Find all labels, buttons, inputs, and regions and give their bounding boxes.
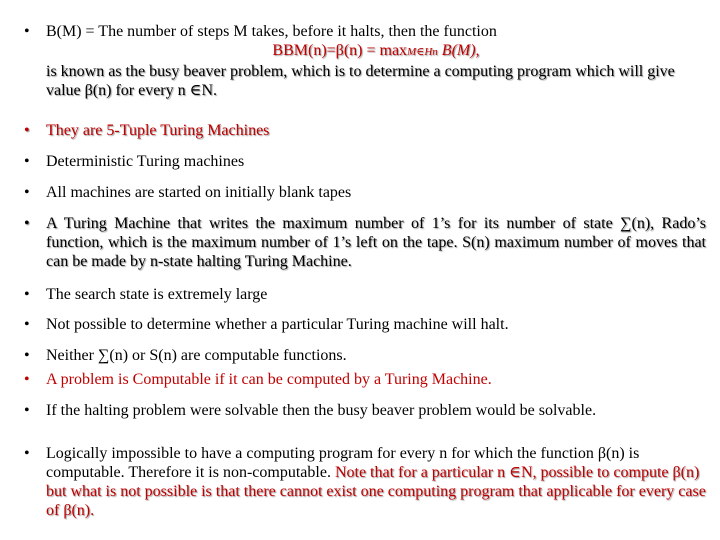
bullet-text: If the halting problem were solvable then the busy beaver problem would be solvable. (46, 402, 597, 419)
bullet-text: The search state is extremely large (46, 286, 268, 303)
bullet-icon: • (24, 286, 30, 303)
bullet-icon: • (24, 122, 30, 139)
bullet-icon: • (24, 371, 30, 388)
bullet-text: Deterministic Turing machines (46, 153, 245, 170)
bullet-text: All machines are started on initially blank tapes (46, 184, 352, 201)
formula-main: BBM(n)=β(n) = max (272, 42, 408, 59)
bullet-icon: • (24, 347, 30, 364)
bullet-icon: • (24, 153, 30, 170)
definition-line: B(M) = The number of steps M takes, before it halts, then the function (46, 23, 497, 40)
busy-beaver-description: is known as the busy beaver problem, which is to determine a computing program which will give value β(n) for every n ∈N. (46, 63, 675, 99)
bullet-text: They are 5-Tuple Turing Machines (46, 122, 270, 139)
bullet-icon: • (24, 445, 30, 462)
bullet-text: A Turing Machine that writes the maximum number of 1’s for its number of state ∑(n), Rado’s function, which is the maximum number of 1’s left on the tape. S(n) maximum number of moves that can be made by n-state halting Turing Machine. (46, 215, 706, 270)
formula-subscript: M∈Hn (407, 46, 438, 58)
bullet-text: Not possible to determine whether a particular Turing machine will halt. (46, 316, 509, 333)
bullet-icon: • (24, 215, 30, 232)
bullet-text: Neither ∑(n) or S(n) are computable functions. (46, 347, 347, 364)
formula-tail: B(M), (437, 42, 480, 59)
bullet-text (46, 22, 706, 100)
bullet-icon: • (24, 184, 30, 201)
bullet-icon: • (24, 402, 30, 419)
bullet-text: A problem is Computable if it can be computed by a Turing Machine. (46, 371, 492, 388)
bbm-formula (46, 41, 706, 62)
non-computable-text: Logically impossible to have a computing program for every n for which the function β(n) is computable. Therefore it is non-computable. (46, 445, 640, 481)
bullet-icon: • (24, 23, 30, 40)
note-text: Note that for a particular n ∈N, possible to compute β(n) but what is not possible is that there cannot exist one computing program that applicable for every case of β(n). (46, 464, 706, 519)
bullet-text (46, 444, 706, 520)
bullet-icon: • (24, 316, 30, 333)
